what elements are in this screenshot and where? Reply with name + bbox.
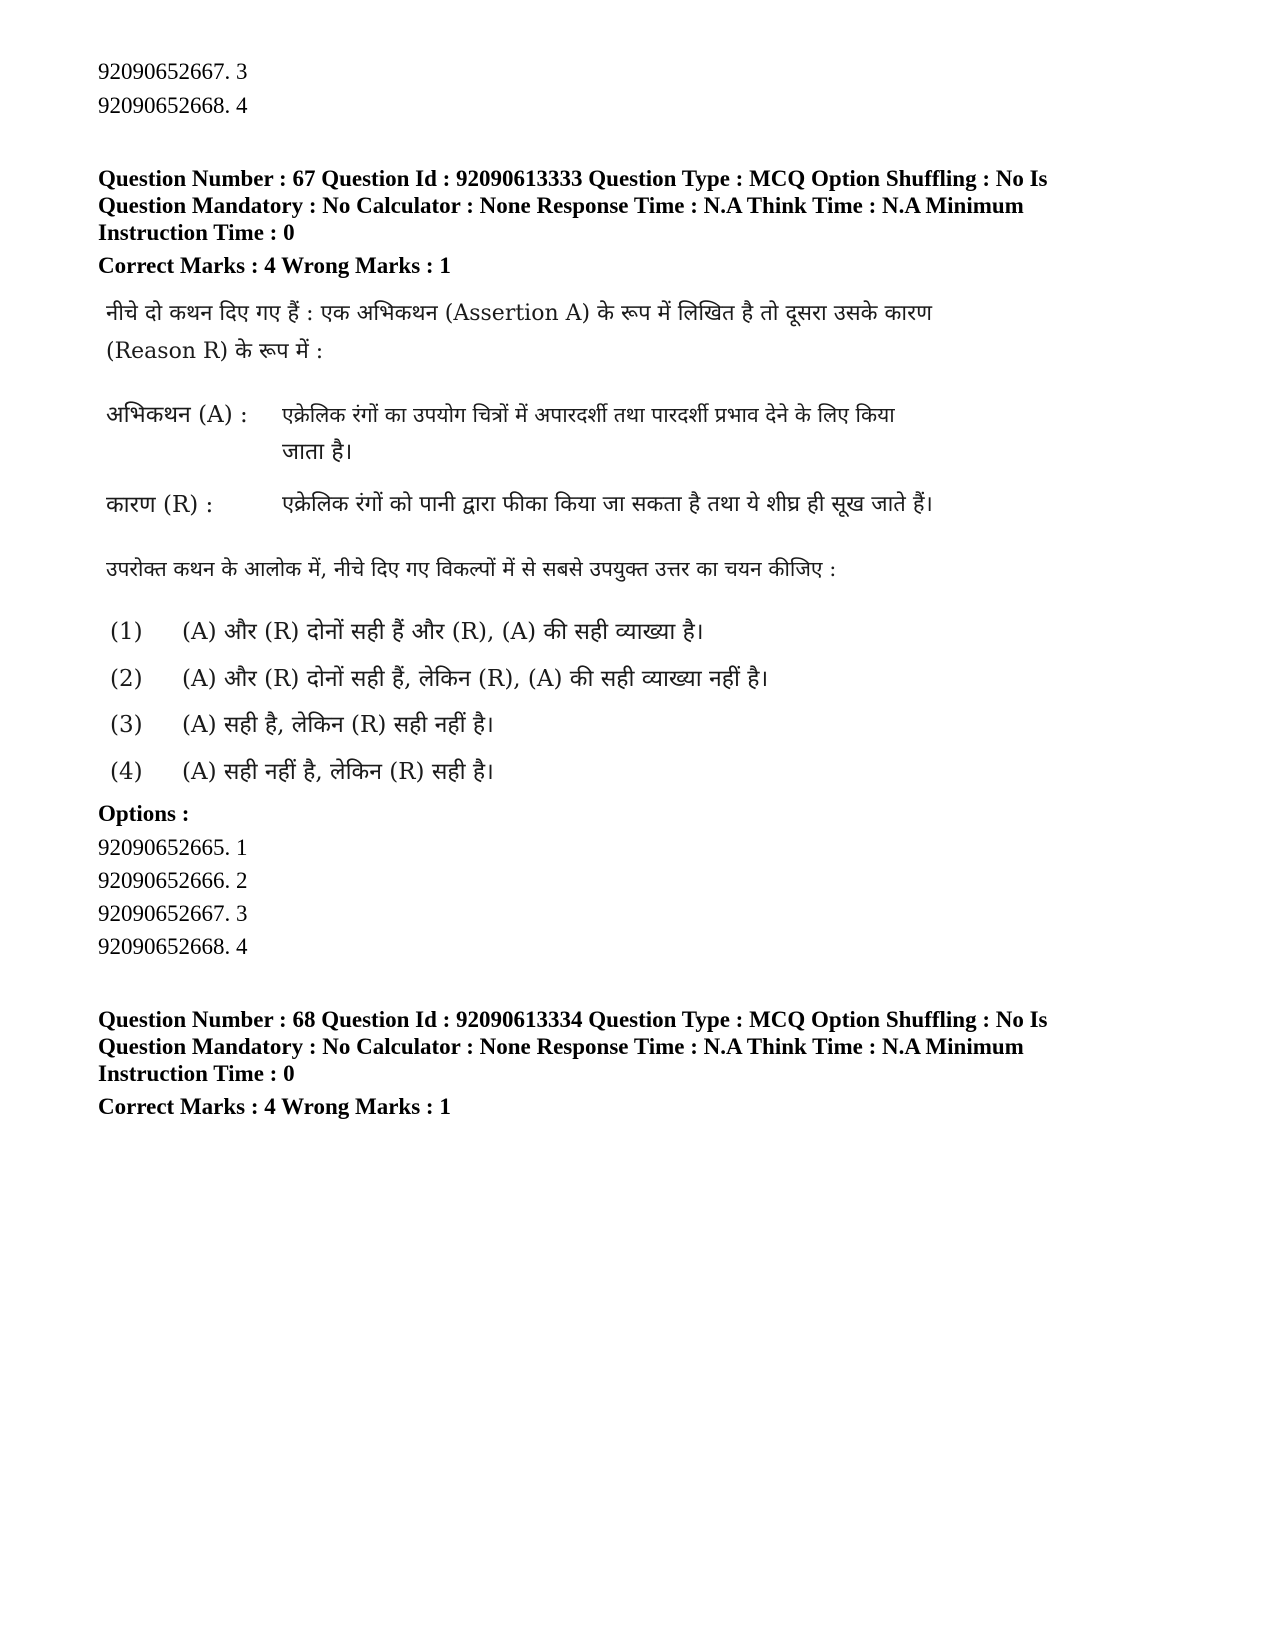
choice-number: (4) [110, 759, 143, 785]
option-line: 92090652668. 4 [98, 93, 248, 118]
option-line: 92090652665. 1 [98, 835, 248, 860]
question-header: Question Number : 68 Question Id : 92090613334 Question Type : MCQ Option Shuffling : No Is [98, 1007, 1048, 1032]
question-header: Instruction Time : 0 [98, 1061, 295, 1086]
options-label: Options : [98, 801, 190, 826]
choice-number: (3) [110, 712, 143, 738]
question-header: Question Number : 67 Question Id : 92090613333 Question Type : MCQ Option Shuffling : No Is [98, 166, 1048, 191]
option-line: 92090652667. 3 [98, 59, 248, 84]
question-header: Question Mandatory : No Calculator : None Response Time : N.A Think Time : N.A Minimum [98, 193, 1024, 218]
option-line: 92090652668. 4 [98, 934, 248, 959]
reason-label: कारण (R) : [106, 492, 214, 518]
question-intro: (Reason R) के रूप में : [106, 339, 324, 364]
marks-line: Correct Marks : 4 Wrong Marks : 1 [98, 1094, 451, 1119]
assertion-text: एक्रेलिक रंगों का उपयोग चित्रों में अपारदर्शी तथा पारदर्शी प्रभाव देने के लिए किया [282, 403, 895, 427]
assertion-text: जाता है। [282, 439, 353, 465]
choice-number: (2) [110, 666, 143, 692]
marks-line: Correct Marks : 4 Wrong Marks : 1 [98, 253, 451, 278]
question-intro: नीचे दो कथन दिए गए हैं : एक अभिकथन (Assertion A) के रूप में लिखित है तो दूसरा उसके कारण [106, 301, 933, 326]
choice-text: (A) सही है, लेकिन (R) सही नहीं है। [182, 712, 494, 738]
choice-text: (A) और (R) दोनों सही हैं, लेकिन (R), (A) की सही व्याख्या नहीं है। [182, 666, 769, 692]
choice-text: (A) सही नहीं है, लेकिन (R) सही है। [182, 759, 494, 785]
question-instruction: उपरोक्त कथन के आलोक में, नीचे दिए गए विकल्पों में से सबसे उपयुक्त उत्तर का चयन कीजिए : [106, 557, 837, 581]
assertion-label: अभिकथन (A) : [106, 402, 248, 428]
question-header: Instruction Time : 0 [98, 220, 295, 245]
reason-text: एक्रेलिक रंगों को पानी द्वारा फीका किया जा सकता है तथा ये शीघ्र ही सूख जाते हैं। [282, 492, 933, 517]
option-line: 92090652666. 2 [98, 868, 248, 893]
choice-number: (1) [110, 619, 143, 645]
option-line: 92090652667. 3 [98, 901, 248, 926]
choice-text: (A) और (R) दोनों सही हैं और (R), (A) की सही व्याख्या है। [182, 619, 704, 645]
question-header: Question Mandatory : No Calculator : None Response Time : N.A Think Time : N.A Minimum [98, 1034, 1024, 1059]
